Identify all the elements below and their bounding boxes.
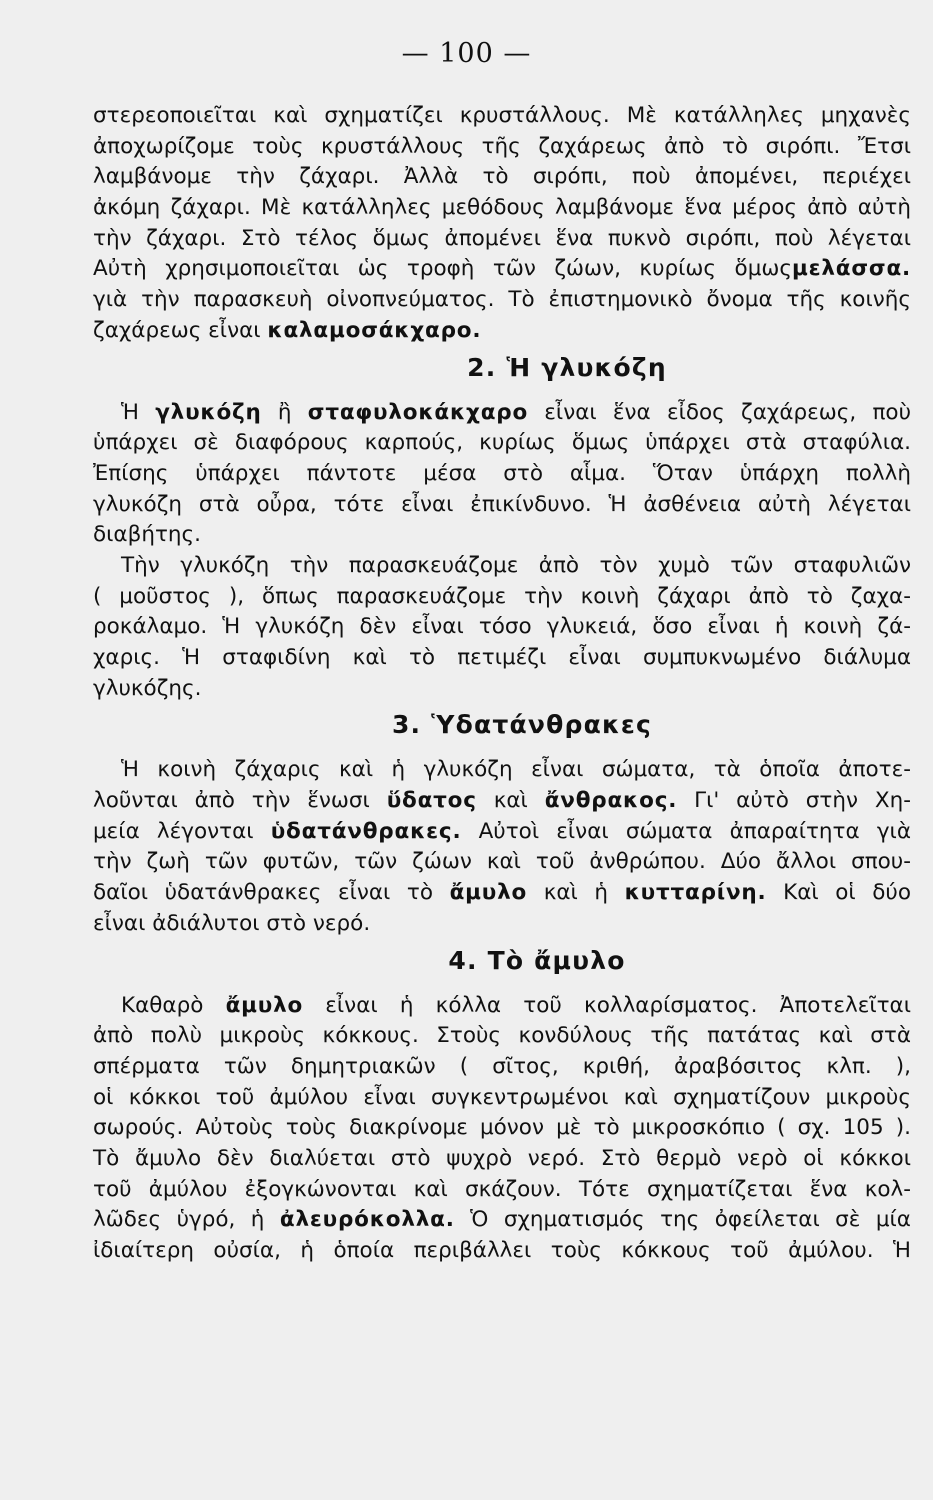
text-line: [93, 1021, 911, 1052]
text-line: [93, 991, 911, 1022]
bold-term: καλαμοσάκχαρο.: [267, 317, 482, 343]
text-run: τὴν ζωὴ τῶν φυτῶν, τῶν ζώων καὶ τοῦ ἀνθρώπου. Δύο ἄλλοι σπου-: [93, 849, 911, 875]
text-line: [93, 1175, 911, 1206]
text-run: στερεοποιεῖται καὶ σχηματίζει κρυστάλλους. Μὲ κατάλληλες μηχανὲς: [93, 103, 911, 128]
text-line: [93, 162, 911, 193]
text-run: τοῦ ἀμύλου ἐξογκώνονται καὶ σκάζουν. Τότε σχηματίζεται ἕνα κολ-: [93, 1176, 911, 1202]
text-line: [93, 643, 911, 674]
text-line: [93, 1205, 911, 1236]
text-run: Ἡ: [121, 399, 156, 425]
text-line: [93, 316, 911, 347]
text-run: Ὁ σχηματισμός της ὀφείλεται σὲ μία: [454, 1207, 911, 1233]
body-text: [93, 101, 911, 1267]
text-run: καὶ ἡ: [527, 880, 625, 906]
text-run: λαμβάνομε τὴν ζάχαρι. Ἀλλὰ τὸ σιρόπι, ποὺ ἀπομένει, περιέχει: [93, 164, 911, 190]
text-run: γλυκόζης.: [93, 675, 202, 701]
text-line: [93, 551, 911, 582]
bold-term: ὑδατάνθρακες.: [270, 818, 462, 844]
text-run: τὴν ζάχαρι. Στὸ τέλος ὅμως ἀπομένει ἕνα πυκνὸ σιρόπι, ποὺ λέγεται: [93, 225, 911, 251]
bold-term: γλυκόζη: [155, 399, 262, 425]
text-run: λοῦνται ἀπὸ τὴν ἕνωσι: [93, 788, 387, 814]
text-line: [93, 755, 911, 786]
text-run: γιὰ τὴν παρασκευὴ οἰνοπνεύματος. Τὸ ἐπιστημονικὸ ὄνομα τῆς κοινῆς: [93, 287, 911, 313]
text-run: σπέρματα τῶν δημητριακῶν ( σῖτος, κριθή, ἀραβόσιτος κλπ. ),: [93, 1053, 911, 1079]
text-run: Τὸ ἄμυλο δὲν διαλύεται στὸ ψυχρὸ νερό. Στὸ θερμὸ νερὸ οἱ κόκκοι: [93, 1145, 911, 1171]
text-line: [93, 786, 911, 817]
section-1-paragraph: [93, 101, 911, 347]
text-run: ἀπὸ πολὺ μικροὺς κόκκους. Στοὺς κονδύλους τῆς πατάτας καὶ στὰ: [93, 1023, 911, 1049]
text-run: Αὐτοὶ εἶναι σώματα ἀπαραίτητα γιὰ: [461, 818, 912, 844]
text-line: [93, 1236, 911, 1267]
text-run: λῶδες ὑγρό, ἡ: [93, 1207, 280, 1233]
bold-term: σταφυλοκάκχαρο: [307, 399, 529, 425]
text-line: [93, 428, 911, 459]
bold-term: ἄνθρακος.: [544, 788, 678, 814]
text-line: [93, 674, 911, 705]
text-run: εἶναι ἕνα εἶδος ζαχάρεως, ποὺ: [528, 399, 912, 425]
text-run: Αὐτὴ χρησιμοποιεῖται ὡς τροφὴ τῶν ζώων, κυρίως ὅμως: [93, 256, 792, 282]
text-run: μεία λέγονται: [93, 818, 271, 844]
text-line: [93, 224, 911, 255]
bold-term: ἄμυλο: [449, 880, 528, 906]
section-2-paragraphs: [93, 398, 911, 705]
text-line: [93, 1052, 911, 1083]
text-line: [93, 459, 911, 490]
text-run: ἰδιαίτερη οὐσία, ἡ ὁποία περιβάλλει τοὺς κόκκους τοῦ ἀμύλου. Ἡ: [93, 1238, 911, 1263]
bold-term: ἀλευρόκολλα.: [279, 1207, 455, 1233]
bold-term: κυτταρίνη.: [624, 880, 767, 906]
text-run: Ἐπίσης ὑπάρχει πάντοτε μέσα στὸ αἷμα. Ὅταν ὑπάρχη πολλὴ: [93, 460, 911, 486]
text-run: ροκάλαμο. Ἡ γλυκόζη δὲν εἶναι τόσο γλυκειά, ὅσο εἶναι ἡ κοινὴ ζά-: [93, 614, 911, 640]
text-run: Τὴν γλυκόζη τὴν παρασκευάζομε ἀπὸ τὸν χυμὸ τῶν σταφυλιῶν: [121, 552, 911, 578]
text-line: [93, 490, 911, 521]
text-line: [93, 582, 911, 613]
text-run: ἢ: [261, 399, 308, 425]
text-run: ἀποχωρίζομε τοὺς κρυστάλλους τῆς ζαχάρεως ἀπὸ τὸ σιρόπι. Ἔτσι: [93, 133, 911, 159]
text-line: [93, 612, 911, 643]
text-run: εἶναι ἡ κόλλα τοῦ κολλαρίσματος. Ἀποτελεῖται: [303, 992, 911, 1018]
text-run: ὑπάρχει σὲ διαφόρους καρπούς, κυρίως ὅμως ὑπάρχει στὰ σταφύλια.: [93, 430, 911, 456]
text-line: [93, 847, 911, 878]
heading-glucose: 2. Ἡ γλυκόζη: [467, 352, 667, 382]
heading-carbohydrates: 3. Ὑδατάνθρακες: [391, 710, 653, 740]
text-run: καὶ: [476, 788, 545, 814]
text-run: ζαχάρεως εἶναι: [93, 317, 268, 343]
text-line: [93, 193, 911, 224]
text-run: Γι' αὐτὸ στὴν Χη-: [677, 788, 911, 814]
bold-term: μελάσσα.: [792, 256, 911, 282]
text-run: σωρούς. Αὐτοὺς τοὺς διακρίνομε μόνον μὲ τὸ μικροσκόπιο ( σχ. 105 ).: [93, 1115, 911, 1141]
text-line: [93, 1144, 911, 1175]
text-run: εἶναι ἀδιάλυτοι στὸ νερό.: [93, 910, 371, 936]
text-run: Καθαρὸ: [121, 992, 226, 1018]
text-line: [93, 254, 911, 285]
section-4-paragraph: [93, 991, 911, 1267]
page-number: — 100 —: [401, 38, 532, 69]
text-run: χαρις. Ἡ σταφιδίνη καὶ τὸ πετιμέζι εἶναι συμπυκνωμένο διάλυμα: [93, 645, 911, 670]
text-run: Ἡ κοινὴ ζάχαρις καὶ ἡ γλυκόζη εἶναι σώματα, τὰ ὁποῖα ἀποτε-: [121, 757, 911, 783]
text-run: διαβήτης.: [93, 522, 201, 548]
text-line: [93, 878, 911, 909]
text-line: [93, 909, 911, 940]
text-line: [93, 398, 911, 429]
text-line: [93, 132, 911, 163]
text-run: δαῖοι ὑδατάνθρακες εἶναι τὸ: [93, 880, 450, 906]
text-line: [93, 1113, 911, 1144]
text-run: ἀκόμη ζάχαρι. Μὲ κατάλληλες μεθόδους λαμβάνομε ἕνα μέρος ἀπὸ αὐτὴ: [93, 195, 911, 221]
text-line: [93, 1083, 911, 1114]
text-line: [93, 817, 911, 848]
heading-starch: 4. Τὸ ἄμυλο: [448, 945, 626, 975]
bold-term: ἄμυλο: [225, 992, 304, 1018]
text-run: ( μοῦστος ), ὅπως παρασκευάζομε τὴν κοινὴ ζάχαρι ἀπὸ τὸ ζαχα-: [93, 583, 911, 609]
text-line: [93, 285, 911, 316]
bold-term: ὕδατος: [386, 788, 477, 814]
text-run: οἱ κόκκοι τοῦ ἀμύλου εἶναι συγκεντρωμένοι καὶ σχηματίζουν μικροὺς: [93, 1084, 911, 1110]
text-run: γλυκόζη στὰ οὖρα, τότε εἶναι ἐπικίνδυνο. Ἡ ἀσθένεια αὐτὴ λέγεται: [93, 491, 911, 517]
text-run: Καὶ οἱ δύο: [766, 880, 911, 906]
text-line: [93, 101, 911, 132]
text-line: [93, 520, 911, 551]
section-3-paragraph: [93, 755, 911, 939]
